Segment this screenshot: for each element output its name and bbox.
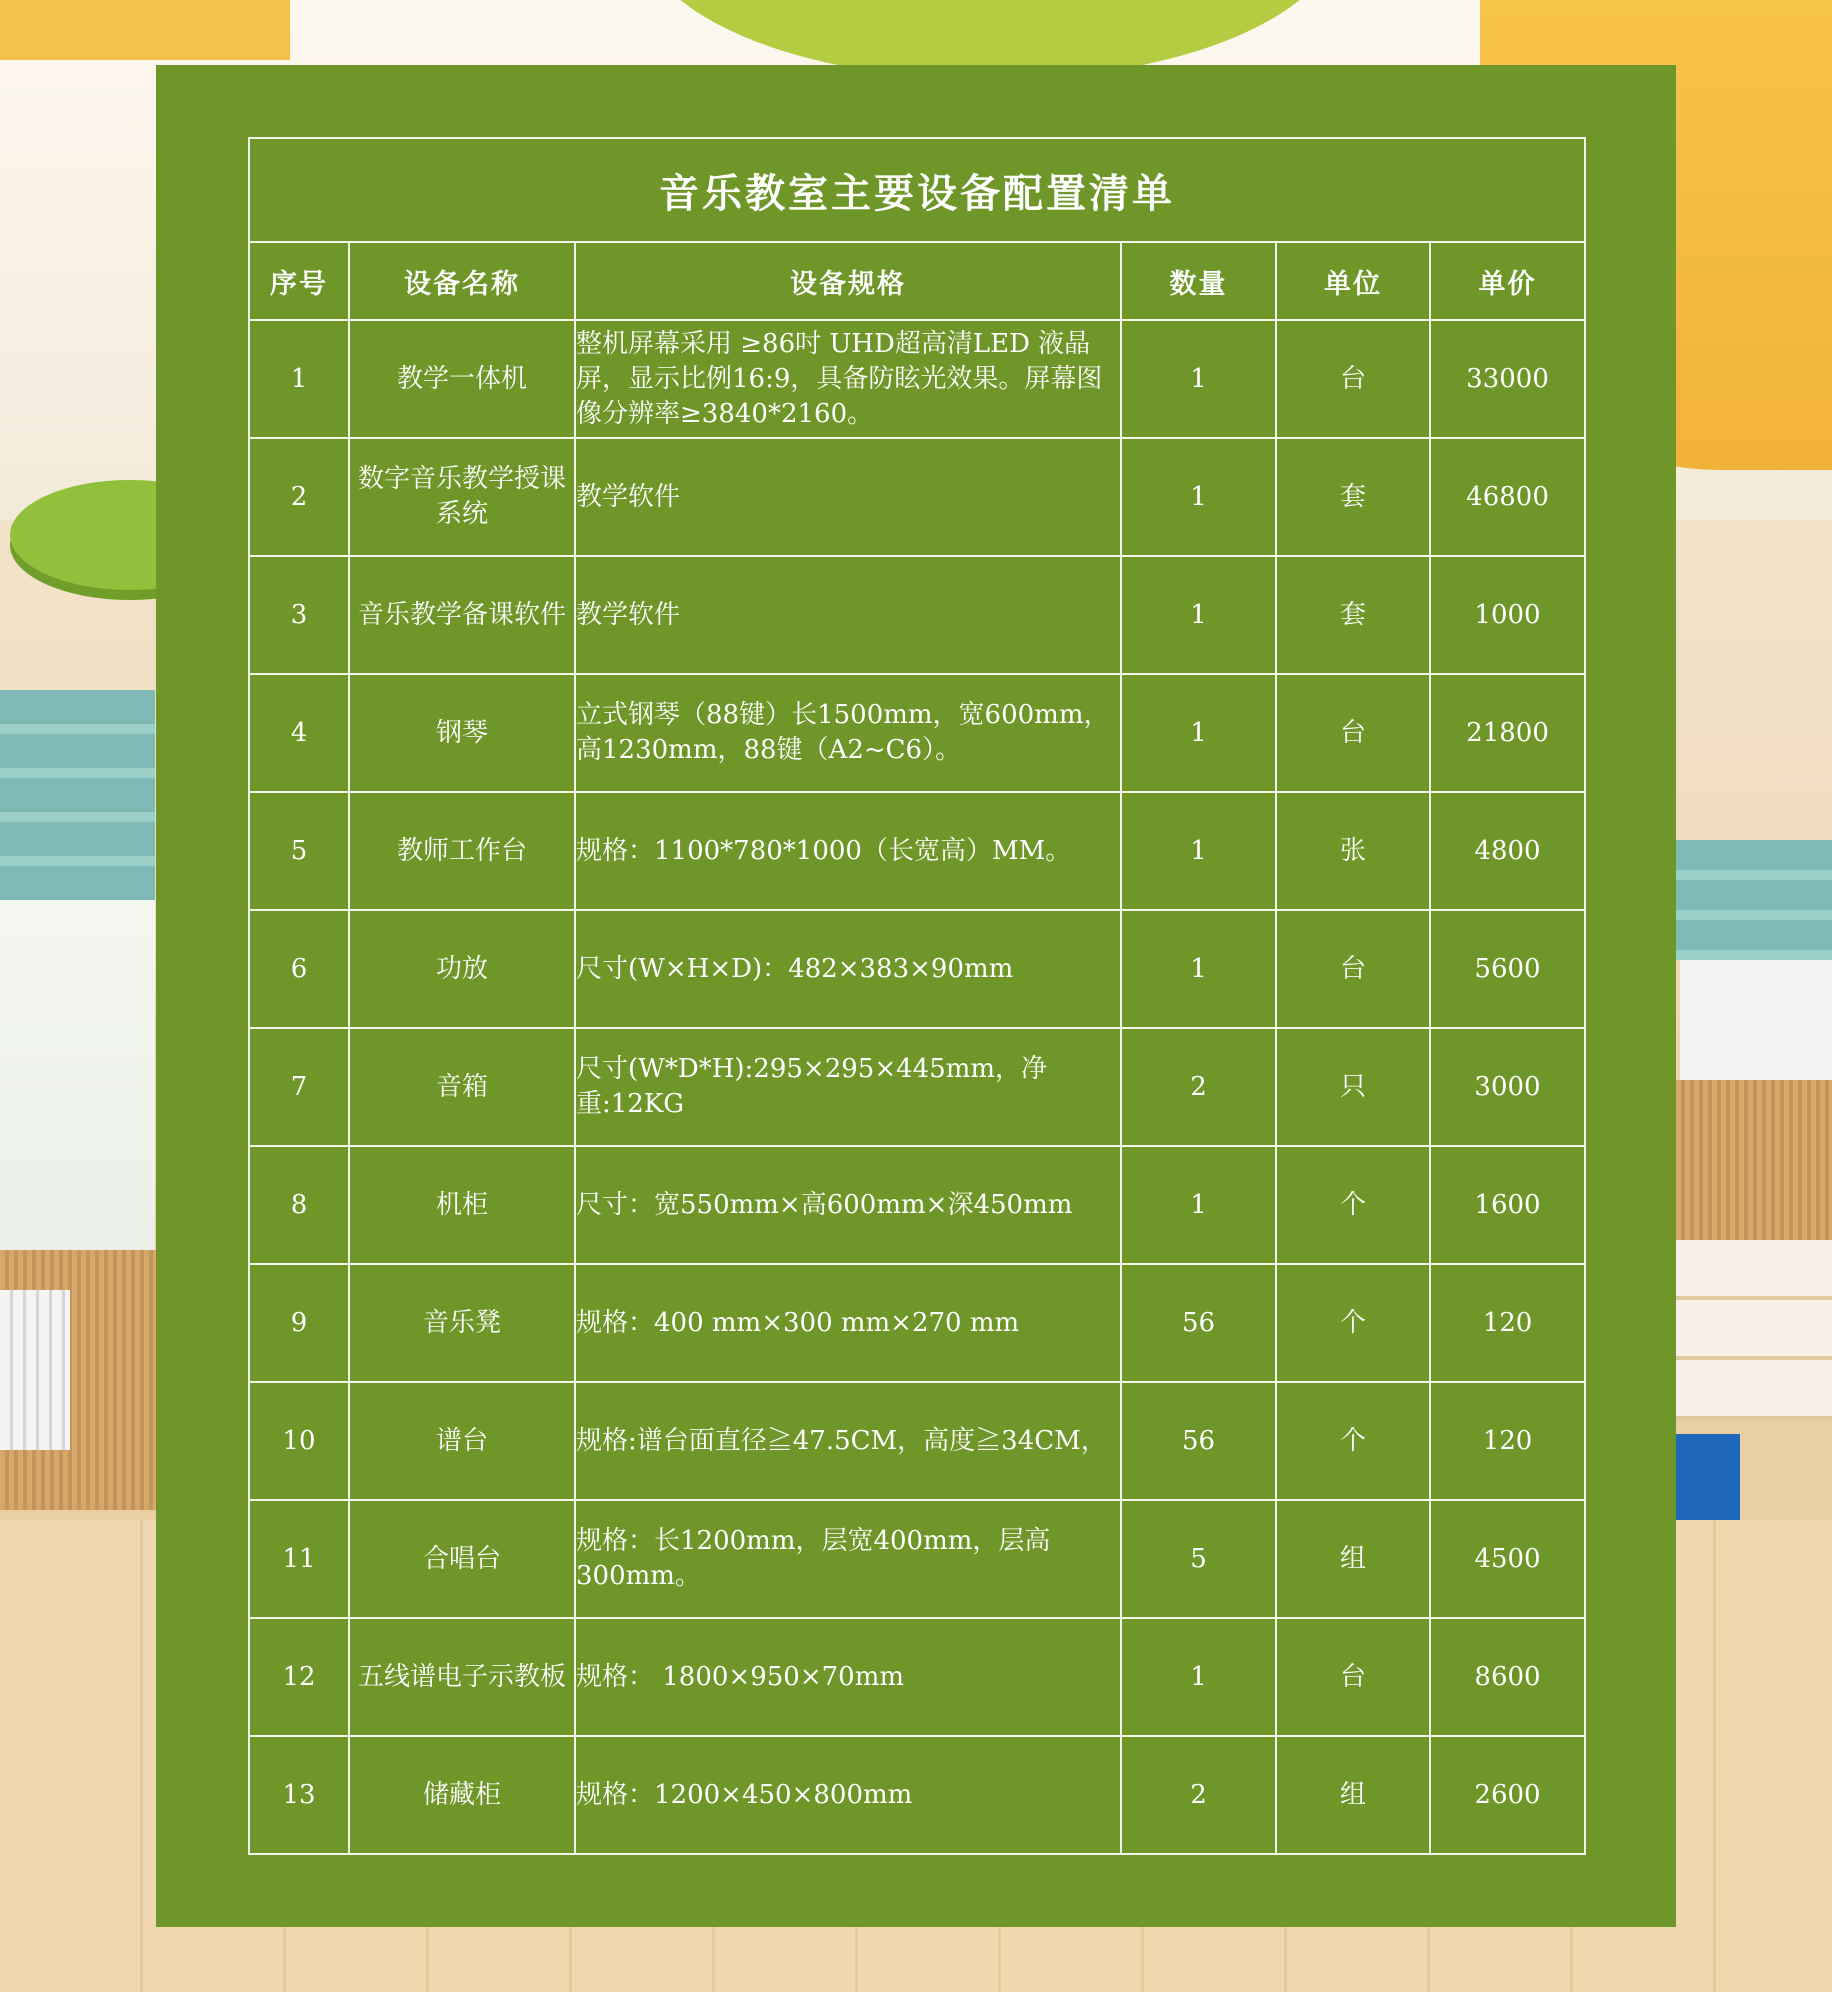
cell-spec: 整机屏幕采用 ≥86吋 UHD超高清LED 液晶屏，显示比例16:9，具备防眩光效果。屏幕图像分辨率≥3840*2160。 bbox=[575, 320, 1121, 438]
table-title: 音乐教室主要设备配置清单 bbox=[249, 138, 1585, 242]
header-name: 设备名称 bbox=[349, 242, 575, 320]
cell-index: 11 bbox=[249, 1500, 349, 1618]
cell-qty: 1 bbox=[1121, 1618, 1276, 1736]
cell-name: 五线谱电子示教板 bbox=[349, 1618, 575, 1736]
table-row bbox=[249, 1736, 1585, 1854]
header-row bbox=[249, 242, 1585, 320]
cell-unit: 组 bbox=[1276, 1736, 1430, 1854]
cell-qty: 5 bbox=[1121, 1500, 1276, 1618]
cell-price: 5600 bbox=[1430, 910, 1585, 1028]
background-shelf bbox=[1676, 1240, 1832, 1420]
cell-name: 音箱 bbox=[349, 1028, 575, 1146]
table-row bbox=[249, 1264, 1585, 1382]
cell-index: 4 bbox=[249, 674, 349, 792]
cell-unit: 台 bbox=[1276, 1618, 1430, 1736]
cell-unit: 台 bbox=[1276, 320, 1430, 438]
cell-qty: 2 bbox=[1121, 1736, 1276, 1854]
cell-price: 120 bbox=[1430, 1382, 1585, 1500]
cell-unit: 台 bbox=[1276, 674, 1430, 792]
table-row bbox=[249, 1146, 1585, 1264]
background-radiator bbox=[0, 1290, 70, 1450]
header-unit: 单位 bbox=[1276, 242, 1430, 320]
cell-price: 3000 bbox=[1430, 1028, 1585, 1146]
cell-name: 教师工作台 bbox=[349, 792, 575, 910]
cell-spec: 教学软件 bbox=[575, 556, 1121, 674]
header-price: 单价 bbox=[1430, 242, 1585, 320]
cell-index: 7 bbox=[249, 1028, 349, 1146]
cell-price: 4800 bbox=[1430, 792, 1585, 910]
cell-price: 33000 bbox=[1430, 320, 1585, 438]
cell-unit: 台 bbox=[1276, 910, 1430, 1028]
cell-spec: 规格：1100*780*1000（长宽高）MM。 bbox=[575, 792, 1121, 910]
background-curtain-left bbox=[0, 690, 155, 900]
cell-unit: 张 bbox=[1276, 792, 1430, 910]
cell-name: 教学一体机 bbox=[349, 320, 575, 438]
cell-spec: 规格：长1200mm，层宽400mm，层高300mm。 bbox=[575, 1500, 1121, 1618]
cell-qty: 1 bbox=[1121, 792, 1276, 910]
header-qty: 数量 bbox=[1121, 242, 1276, 320]
cell-spec: 立式钢琴（88键）长1500mm，宽600mm，高1230mm，88键（A2~C6）。 bbox=[575, 674, 1121, 792]
table-row bbox=[249, 556, 1585, 674]
table-row bbox=[249, 1382, 1585, 1500]
cell-qty: 1 bbox=[1121, 1146, 1276, 1264]
cell-index: 12 bbox=[249, 1618, 349, 1736]
cell-index: 8 bbox=[249, 1146, 349, 1264]
cell-spec: 尺寸(W×H×D)：482×383×90mm bbox=[575, 910, 1121, 1028]
table-row bbox=[249, 1028, 1585, 1146]
cell-name: 谱台 bbox=[349, 1382, 575, 1500]
table-row bbox=[249, 792, 1585, 910]
cell-qty: 2 bbox=[1121, 1028, 1276, 1146]
cell-spec: 尺寸(W*D*H):295×295×445mm，净重:12KG bbox=[575, 1028, 1121, 1146]
table-row bbox=[249, 1618, 1585, 1736]
background-wall-slats-right bbox=[1676, 1080, 1832, 1240]
table-row bbox=[249, 910, 1585, 1028]
cell-spec: 教学软件 bbox=[575, 438, 1121, 556]
cell-unit: 个 bbox=[1276, 1264, 1430, 1382]
cell-name: 音乐凳 bbox=[349, 1264, 575, 1382]
table-row bbox=[249, 674, 1585, 792]
cell-qty: 56 bbox=[1121, 1264, 1276, 1382]
cell-name: 数字音乐教学授课系统 bbox=[349, 438, 575, 556]
title-row bbox=[249, 138, 1585, 242]
background-curtain-right bbox=[1676, 840, 1832, 960]
cell-price: 1600 bbox=[1430, 1146, 1585, 1264]
cell-spec: 规格:谱台面直径≧47.5CM，高度≧34CM， bbox=[575, 1382, 1121, 1500]
header-spec: 设备规格 bbox=[575, 242, 1121, 320]
cell-name: 储藏柜 bbox=[349, 1736, 575, 1854]
cell-index: 2 bbox=[249, 438, 349, 556]
cell-price: 1000 bbox=[1430, 556, 1585, 674]
cell-name: 合唱台 bbox=[349, 1500, 575, 1618]
cell-spec: 规格： 1800×950×70mm bbox=[575, 1618, 1121, 1736]
cell-spec: 规格：1200×450×800mm bbox=[575, 1736, 1121, 1854]
cell-unit: 组 bbox=[1276, 1500, 1430, 1618]
cell-qty: 1 bbox=[1121, 556, 1276, 674]
cell-unit: 套 bbox=[1276, 556, 1430, 674]
cell-spec: 尺寸：宽550mm×高600mm×深450mm bbox=[575, 1146, 1121, 1264]
header-index: 序号 bbox=[249, 242, 349, 320]
table-row bbox=[249, 320, 1585, 438]
cell-name: 机柜 bbox=[349, 1146, 575, 1264]
cell-unit: 套 bbox=[1276, 438, 1430, 556]
cell-price: 21800 bbox=[1430, 674, 1585, 792]
cell-unit: 只 bbox=[1276, 1028, 1430, 1146]
cell-qty: 1 bbox=[1121, 320, 1276, 438]
cell-name: 音乐教学备课软件 bbox=[349, 556, 575, 674]
cell-index: 9 bbox=[249, 1264, 349, 1382]
cell-price: 8600 bbox=[1430, 1618, 1585, 1736]
cell-spec: 规格：400 mm×300 mm×270 mm bbox=[575, 1264, 1121, 1382]
cell-unit: 个 bbox=[1276, 1382, 1430, 1500]
cell-index: 6 bbox=[249, 910, 349, 1028]
cell-index: 10 bbox=[249, 1382, 349, 1500]
cell-qty: 1 bbox=[1121, 910, 1276, 1028]
cell-price: 120 bbox=[1430, 1264, 1585, 1382]
cell-price: 46800 bbox=[1430, 438, 1585, 556]
cell-name: 功放 bbox=[349, 910, 575, 1028]
cell-name: 钢琴 bbox=[349, 674, 575, 792]
equipment-table bbox=[248, 137, 1586, 1855]
cell-index: 5 bbox=[249, 792, 349, 910]
table-row bbox=[249, 438, 1585, 556]
cell-qty: 1 bbox=[1121, 674, 1276, 792]
cell-index: 3 bbox=[249, 556, 349, 674]
cell-price: 4500 bbox=[1430, 1500, 1585, 1618]
table-row bbox=[249, 1500, 1585, 1618]
cell-unit: 个 bbox=[1276, 1146, 1430, 1264]
cell-qty: 1 bbox=[1121, 438, 1276, 556]
background-yellow-strip bbox=[0, 0, 290, 60]
cell-index: 13 bbox=[249, 1736, 349, 1854]
cell-index: 1 bbox=[249, 320, 349, 438]
cell-price: 2600 bbox=[1430, 1736, 1585, 1854]
cell-qty: 56 bbox=[1121, 1382, 1276, 1500]
